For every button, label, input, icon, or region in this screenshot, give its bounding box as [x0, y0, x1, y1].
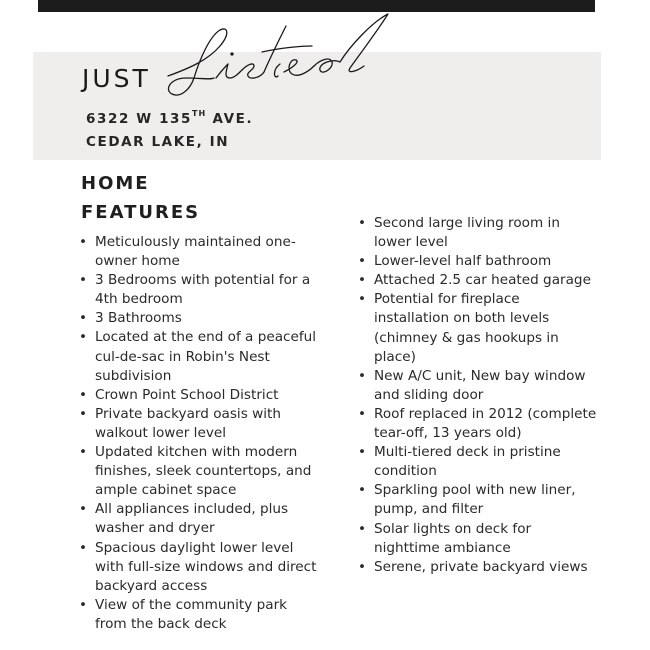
feature-item: • Spacious daylight lower level with full-size windows and direct backyard access: [79, 539, 319, 596]
feature-item: • View of the community park from the back deck: [79, 596, 319, 634]
address-street-type: AVE.: [206, 111, 254, 127]
features-heading-line-1: HOME: [81, 173, 150, 194]
feature-item: • Located at the end of a peaceful cul-de-sac in Robin's Nest subdivision: [79, 328, 319, 385]
feature-item: • Lower-level half bathroom: [358, 252, 598, 271]
feature-item: • 3 Bedrooms with potential for a 4th bedroom: [79, 271, 319, 309]
feature-item: • Roof replaced in 2012 (complete tear-off, 13 years old): [358, 405, 598, 443]
features-list-right: [358, 214, 598, 577]
address-line-2: CEDAR LAKE, IN: [86, 134, 230, 150]
feature-item: • Meticulously maintained one-owner home: [79, 233, 319, 271]
feature-item: • Sparkling pool with new liner, pump, and filter: [358, 481, 598, 519]
address-line-1: [86, 109, 253, 127]
feature-item: • All appliances included, plus washer and dryer: [79, 500, 319, 538]
feature-item: • 3 Bathrooms: [79, 309, 319, 328]
feature-item: • Attached 2.5 car heated garage: [358, 271, 598, 290]
address-street: 6322 W 135: [86, 111, 193, 127]
features-list-left: [79, 233, 319, 634]
feature-item: • Multi-tiered deck in pristine condition: [358, 443, 598, 481]
feature-item: • Potential for fireplace installation on both levels (chimney & gas hookups in place): [358, 290, 598, 366]
feature-item: • Second large living room in lower level: [358, 214, 598, 252]
feature-item: • Updated kitchen with modern finishes, sleek countertops, and ample cabinet space: [79, 443, 319, 500]
listed-script-logo: [150, 8, 420, 118]
address-ordinal-suffix: TH: [192, 109, 207, 118]
feature-item: • Solar lights on deck for nighttime ambiance: [358, 520, 598, 558]
feature-item: • Private backyard oasis with walkout lower level: [79, 405, 319, 443]
features-heading-line-2: FEATURES: [81, 202, 201, 223]
feature-item: • New A/C unit, New bay window and sliding door: [358, 367, 598, 405]
just-text: JUST: [82, 64, 151, 93]
feature-item: • Serene, private backyard views: [358, 558, 598, 577]
feature-item: • Crown Point School District: [79, 386, 319, 405]
